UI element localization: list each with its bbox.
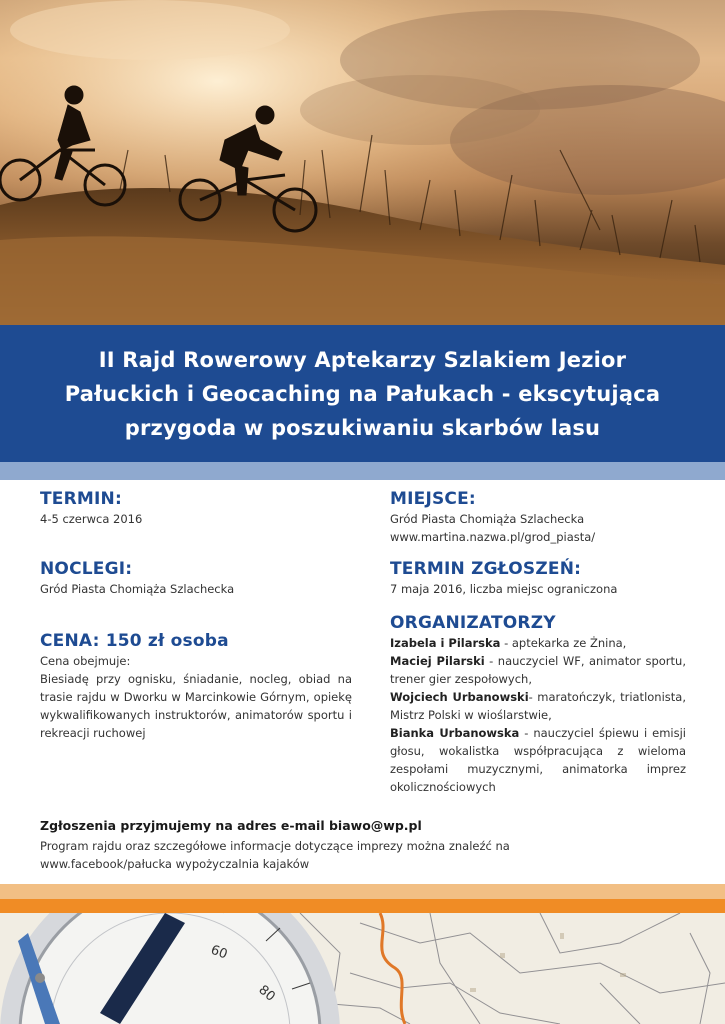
right-column (390, 488, 686, 796)
organizer-desc: - maratończyk, triatlonista, Mistrz Polski w wioślarstwie, (390, 690, 686, 722)
miejsce-value: Gród Piasta Chomiąża Szlachecka (390, 512, 585, 526)
footer-light-orange-strip (0, 884, 725, 899)
svg-text:60: 60 (208, 942, 230, 963)
termin-section (40, 488, 352, 528)
title-line-2: Pałuckich i Geocaching na Pałukach - ekscytująca (64, 381, 661, 406)
termin-zgloszen-section (390, 558, 686, 598)
miejsce-heading: MIEJSCE: (390, 489, 476, 509)
contact-headline: Zgłoszenia przyjmujemy na adres e-mail biawo@wp.pl (40, 818, 422, 833)
left-column (40, 488, 352, 742)
organizatorzy-heading: ORGANIZATORZY (390, 613, 556, 633)
title-banner (0, 325, 725, 462)
contact-line-2[interactable]: www.facebook/pałucka wypożyczalnia kajaków (40, 857, 310, 871)
termin-value: 4-5 czerwca 2016 (40, 512, 143, 526)
title-line-3: przygoda w poszukiwaniu skarbów lasu (124, 415, 601, 440)
organizer-name: Maciej Pilarski (390, 654, 485, 668)
termin-zgloszen-heading: TERMIN ZGŁOSZEŃ: (390, 559, 582, 579)
termin-heading: TERMIN: (40, 489, 122, 509)
title-line-1: II Rajd Rowerowy Aptekarzy Szlakiem Jezior (98, 347, 627, 372)
organizatorzy-section (390, 612, 686, 796)
svg-text:80: 80 (255, 982, 278, 1005)
footer-orange-strip (0, 899, 725, 913)
organizatorzy-list (390, 634, 686, 796)
header-photo (0, 0, 725, 325)
organizer-desc: - nauczyciel śpiewu i emisji głosu, wokalistka współpracująca z wieloma zespołami muzycznymi, animatorka imprez okolicznościowych (390, 726, 686, 794)
contact-section (40, 817, 680, 873)
cyclists-sunset-image (0, 0, 725, 325)
cena-section (40, 630, 352, 742)
termin-zgloszen-value: 7 maja 2016, liczba miejsc ograniczona (390, 582, 618, 596)
miejsce-section (390, 488, 686, 546)
title-divider-strip (0, 462, 725, 480)
organizer-desc: - nauczyciel WF, animator sportu, trener gier zespołowych, (390, 654, 686, 686)
miejsce-url[interactable]: www.martina.nazwa.pl/grod_piasta/ (390, 530, 596, 544)
compass-map-illustration (0, 913, 725, 1024)
cena-intro: Cena obejmuje: (40, 654, 131, 668)
organizer-name: Wojciech Urbanowski (390, 690, 529, 704)
cena-heading: CENA: 150 zł osoba (40, 631, 229, 651)
footer-map-compass-image (0, 913, 725, 1024)
organizer-desc: - aptekarka ze Żnina, (500, 636, 627, 650)
organizer-name: Bianka Urbanowska (390, 726, 520, 740)
noclegi-value: Gród Piasta Chomiąża Szlachecka (40, 582, 235, 596)
cena-details: Biesiadę przy ognisku, śniadanie, nocleg, obiad na trasie rajdu w Dworku w Marcinkowie Górnym, opiekę wykwalifikowanych instruktorów, animatorów sportu i rekreacji ruchowej (40, 672, 352, 740)
organizer-name: Izabela i Pilarska (390, 636, 501, 650)
noclegi-section (40, 558, 352, 598)
noclegi-heading: NOCLEGI: (40, 559, 133, 579)
page-title (25, 343, 700, 445)
contact-line-1: Program rajdu oraz szczegółowe informacje dotyczące imprezy można znaleźć na (40, 839, 510, 853)
